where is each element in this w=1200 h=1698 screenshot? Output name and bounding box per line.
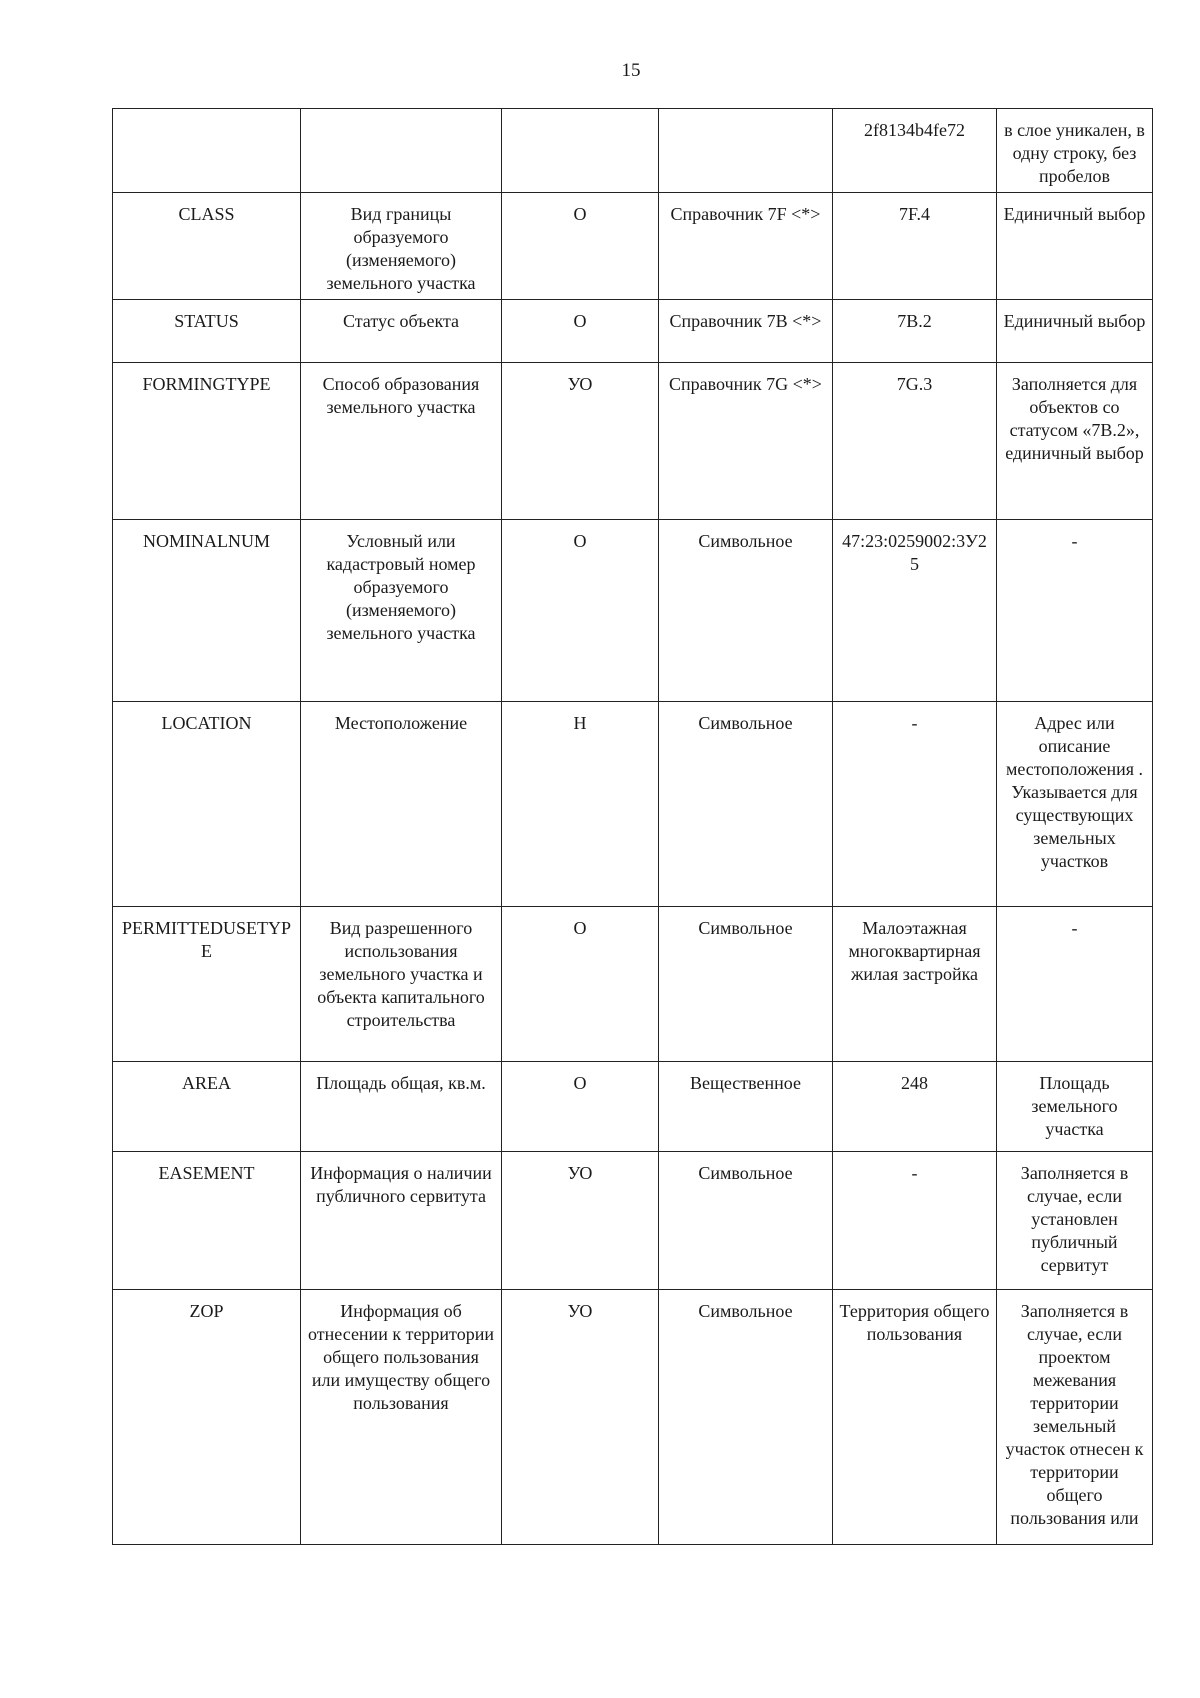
attribute-description-cell: Местоположение bbox=[301, 702, 502, 907]
attribute-requirement-cell: УО bbox=[502, 363, 659, 520]
attribute-name-cell: LOCATION bbox=[113, 702, 301, 907]
attribute-requirement-cell: УО bbox=[502, 1152, 659, 1290]
table-row bbox=[113, 109, 1153, 193]
attribute-type-cell: Символьное bbox=[659, 1152, 833, 1290]
attribute-type-cell: Справочник 7F <*> bbox=[659, 193, 833, 300]
attribute-example-cell: Малоэтажная многоквартирная жилая застройка bbox=[833, 907, 997, 1062]
attribute-type-cell: Символьное bbox=[659, 520, 833, 702]
table-row bbox=[113, 702, 1153, 907]
attribute-note-cell: - bbox=[997, 520, 1153, 702]
page-number: 15 bbox=[621, 60, 641, 81]
attribute-description-cell: Площадь общая, кв.м. bbox=[301, 1062, 502, 1152]
table-row bbox=[113, 300, 1153, 363]
table-row bbox=[113, 193, 1153, 300]
attribute-requirement-cell: О bbox=[502, 193, 659, 300]
attribute-note-cell: в слое уникален, в одну строку, без пробелов bbox=[997, 109, 1153, 193]
attribute-requirement-cell bbox=[502, 109, 659, 193]
attribute-description-cell: Вид разрешенного использования земельного участка и объекта капитального строительства bbox=[301, 907, 502, 1062]
attribute-note-cell: Единичный выбор bbox=[997, 193, 1153, 300]
attribute-requirement-cell: Н bbox=[502, 702, 659, 907]
attribute-description-cell: Статус объекта bbox=[301, 300, 502, 363]
attribute-description-cell: Вид границы образуемого (изменяемого) земельного участка bbox=[301, 193, 502, 300]
table-row bbox=[113, 520, 1153, 702]
table-row bbox=[113, 1290, 1153, 1545]
attribute-name-cell: EASEMENT bbox=[113, 1152, 301, 1290]
attribute-description-cell: Условный или кадастровый номер образуемого (изменяемого) земельного участка bbox=[301, 520, 502, 702]
table-row bbox=[113, 907, 1153, 1062]
attribute-name-cell: AREA bbox=[113, 1062, 301, 1152]
attribute-name-cell: CLASS bbox=[113, 193, 301, 300]
attribute-note-cell: Заполняется для объектов со статусом «7B.2», единичный выбор bbox=[997, 363, 1153, 520]
attribute-requirement-cell: УО bbox=[502, 1290, 659, 1545]
attribute-type-cell: Символьное bbox=[659, 702, 833, 907]
attribute-note-cell: Адрес или описание местоположения . Указывается для существующих земельных участков bbox=[997, 702, 1153, 907]
attribute-type-cell: Справочник 7B <*> bbox=[659, 300, 833, 363]
attribute-note-cell: Заполняется в случае, если проектом межевания территории земельный участок отнесен к территории общего пользования или bbox=[997, 1290, 1153, 1545]
attribute-name-cell: ZOP bbox=[113, 1290, 301, 1545]
attribute-note-cell: Площадь земельного участка bbox=[997, 1062, 1153, 1152]
attribute-description-cell: Информация об отнесении к территории общего пользования или имуществу общего пользования bbox=[301, 1290, 502, 1545]
attribute-table bbox=[112, 108, 1153, 1545]
attribute-example-cell: - bbox=[833, 702, 997, 907]
table-row bbox=[113, 1152, 1153, 1290]
attribute-type-cell: Символьное bbox=[659, 1290, 833, 1545]
attribute-name-cell: FORMINGTYPE bbox=[113, 363, 301, 520]
attribute-example-cell: 47:23:0259002:3У25 bbox=[833, 520, 997, 702]
attribute-name-cell: PERMITTEDUSETYPE bbox=[113, 907, 301, 1062]
attribute-requirement-cell: О bbox=[502, 520, 659, 702]
attribute-name-cell: NOMINALNUM bbox=[113, 520, 301, 702]
attribute-example-cell: Территория общего пользования bbox=[833, 1290, 997, 1545]
attribute-description-cell bbox=[301, 109, 502, 193]
attribute-type-cell: Справочник 7G <*> bbox=[659, 363, 833, 520]
attribute-example-cell: 7G.3 bbox=[833, 363, 997, 520]
attribute-type-cell bbox=[659, 109, 833, 193]
attribute-description-cell: Информация о наличии публичного сервитута bbox=[301, 1152, 502, 1290]
attribute-note-cell: Единичный выбор bbox=[997, 300, 1153, 363]
attribute-example-cell: 2f8134b4fe72 bbox=[833, 109, 997, 193]
attribute-type-cell: Символьное bbox=[659, 907, 833, 1062]
table-row bbox=[113, 363, 1153, 520]
table-row bbox=[113, 1062, 1153, 1152]
attribute-name-cell bbox=[113, 109, 301, 193]
attribute-name-cell: STATUS bbox=[113, 300, 301, 363]
attribute-example-cell: 7F.4 bbox=[833, 193, 997, 300]
attribute-example-cell: 7B.2 bbox=[833, 300, 997, 363]
attribute-description-cell: Способ образования земельного участка bbox=[301, 363, 502, 520]
attribute-note-cell: Заполняется в случае, если установлен публичный сервитут bbox=[997, 1152, 1153, 1290]
attribute-example-cell: 248 bbox=[833, 1062, 997, 1152]
attribute-type-cell: Вещественное bbox=[659, 1062, 833, 1152]
attribute-note-cell: - bbox=[997, 907, 1153, 1062]
attribute-example-cell: - bbox=[833, 1152, 997, 1290]
attribute-requirement-cell: О bbox=[502, 907, 659, 1062]
attribute-requirement-cell: О bbox=[502, 300, 659, 363]
attribute-requirement-cell: О bbox=[502, 1062, 659, 1152]
